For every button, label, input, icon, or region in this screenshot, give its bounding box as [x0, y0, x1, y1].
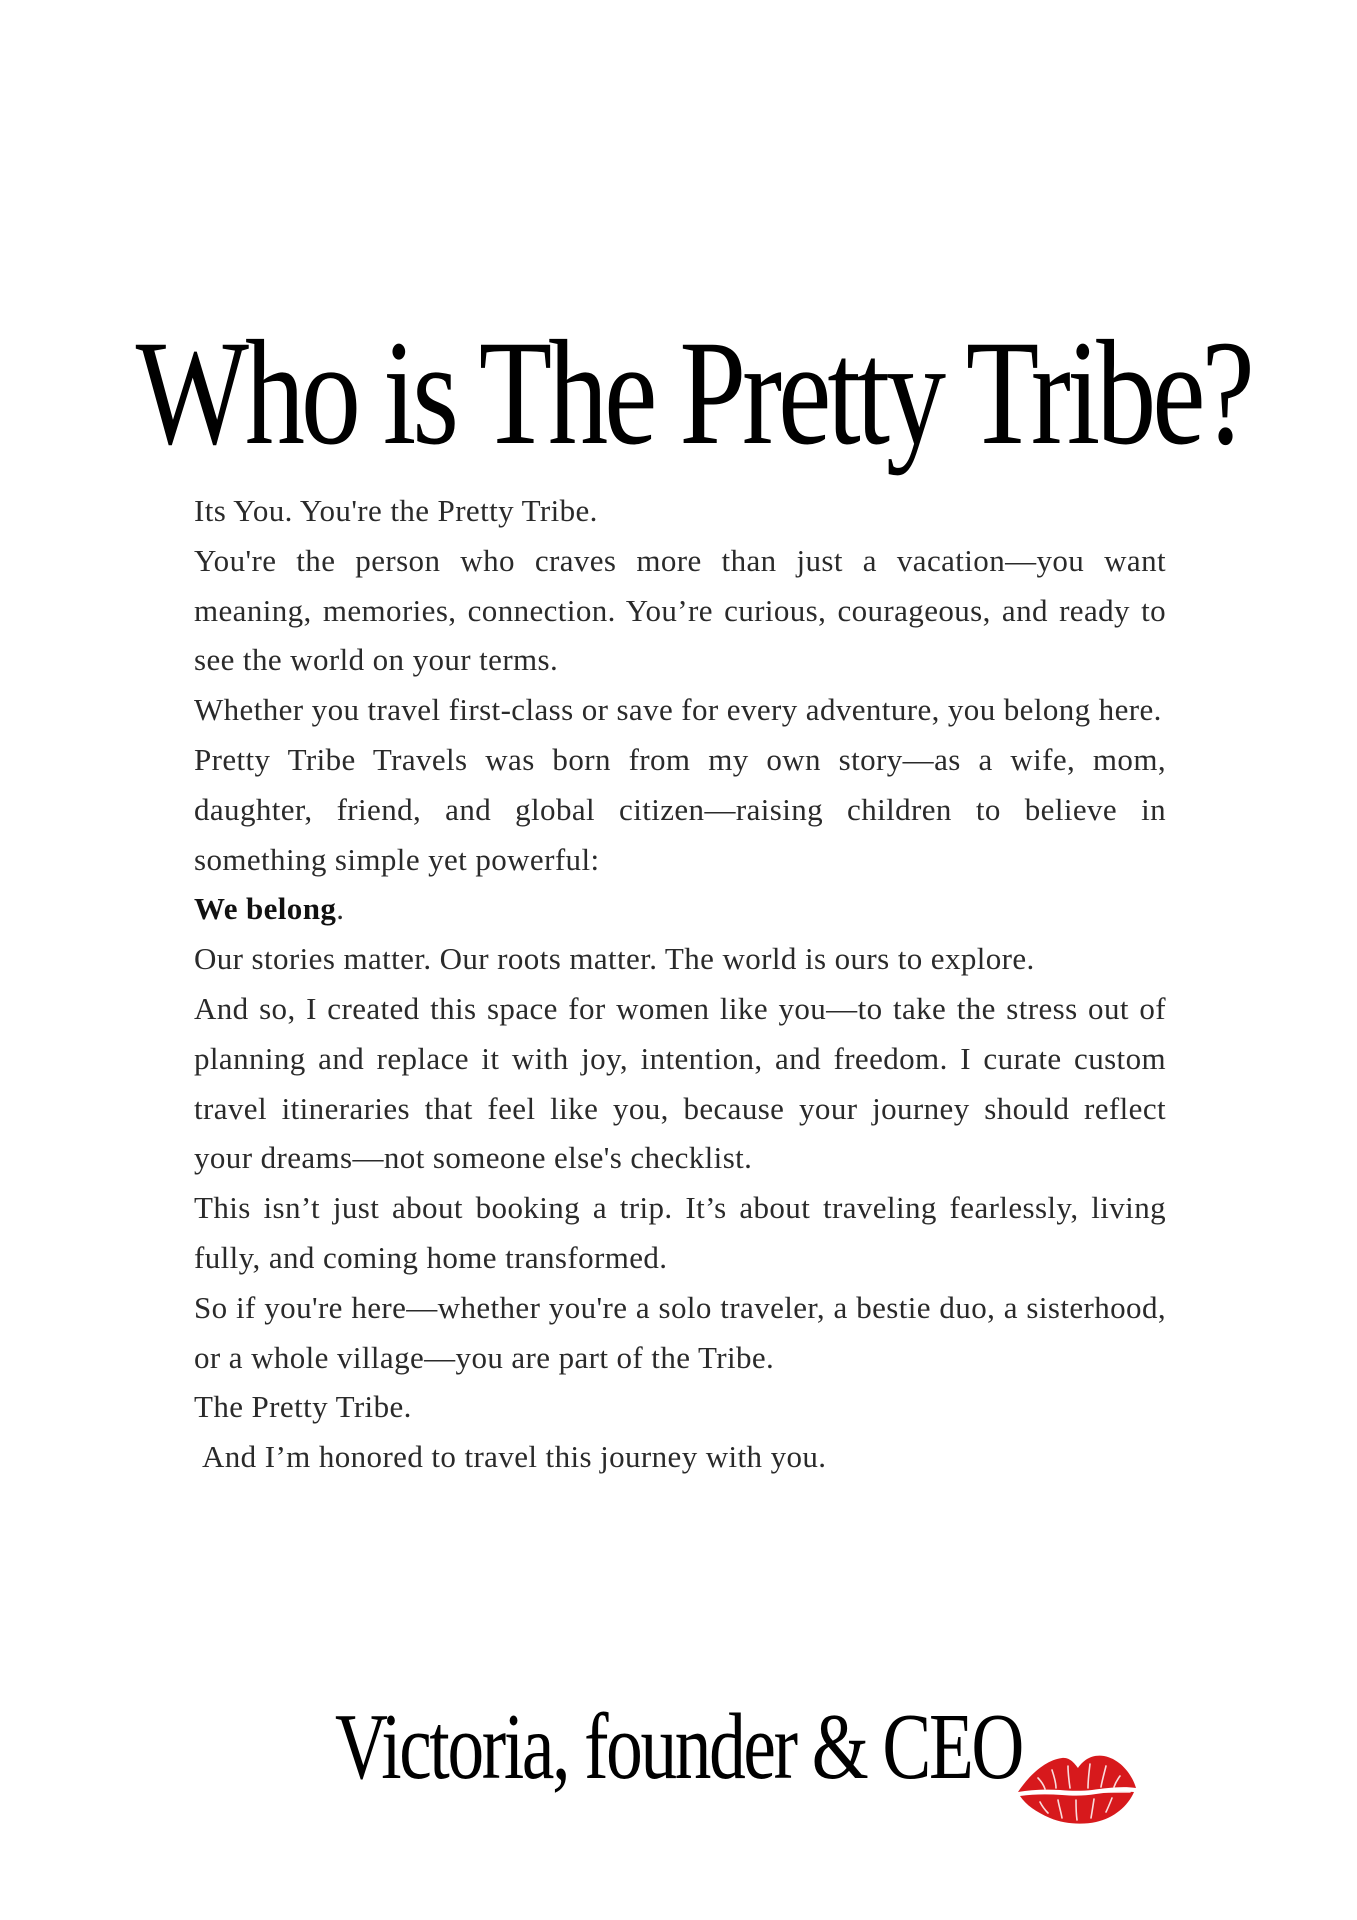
emphasis-text: We belong	[194, 891, 337, 927]
paragraph-5: Our stories matter. Our roots matter. The world is ours to explore.	[194, 941, 1035, 977]
page-title: Who is The Pretty Tribe?	[135, 310, 1251, 476]
paragraph-1: Its You. You're the Pretty Tribe.	[194, 493, 598, 528]
body-text	[194, 486, 1166, 1482]
paragraph-2: You're the person who craves more than just a vacation—you want meaning, memories, connection. You’re curious, courageous, and ready to see the world on your terms.	[194, 542, 1166, 678]
paragraph-8: So if you're here—whether you're a solo traveler, a bestie duo, a sisterhood, or a whole village—you are part of the Tribe.	[194, 1289, 1166, 1375]
paragraph-10: And I’m honored to travel this journey with you.	[202, 1439, 827, 1475]
paragraph-9: The Pretty Tribe.	[194, 1389, 412, 1425]
paragraph-3: Whether you travel first-class or save for every adventure, you belong here.	[194, 692, 1162, 728]
paragraph-4: Pretty Tribe Travels was born from my own story—as a wife, mom, daughter, friend, and global citizen—raising children to believe in something simple yet powerful:	[194, 741, 1166, 877]
emphasis-punctuation: .	[336, 891, 345, 927]
paragraph-6: And so, I created this space for women like you—to take the stress out of planning and replace it with joy, intention, and freedom. I curate custom travel itineraries that feel like you, because your journey should reflect your dreams—not someone else's checklist.	[194, 990, 1166, 1176]
paragraph-7: This isn’t just about booking a trip. It’s about traveling fearlessly, living fully, and coming home transformed.	[194, 1190, 1166, 1275]
emphasis-line	[194, 884, 1166, 934]
lips-kiss-icon	[1012, 1748, 1140, 1826]
signature: Victoria, founder & CEO	[334, 1695, 1023, 1799]
